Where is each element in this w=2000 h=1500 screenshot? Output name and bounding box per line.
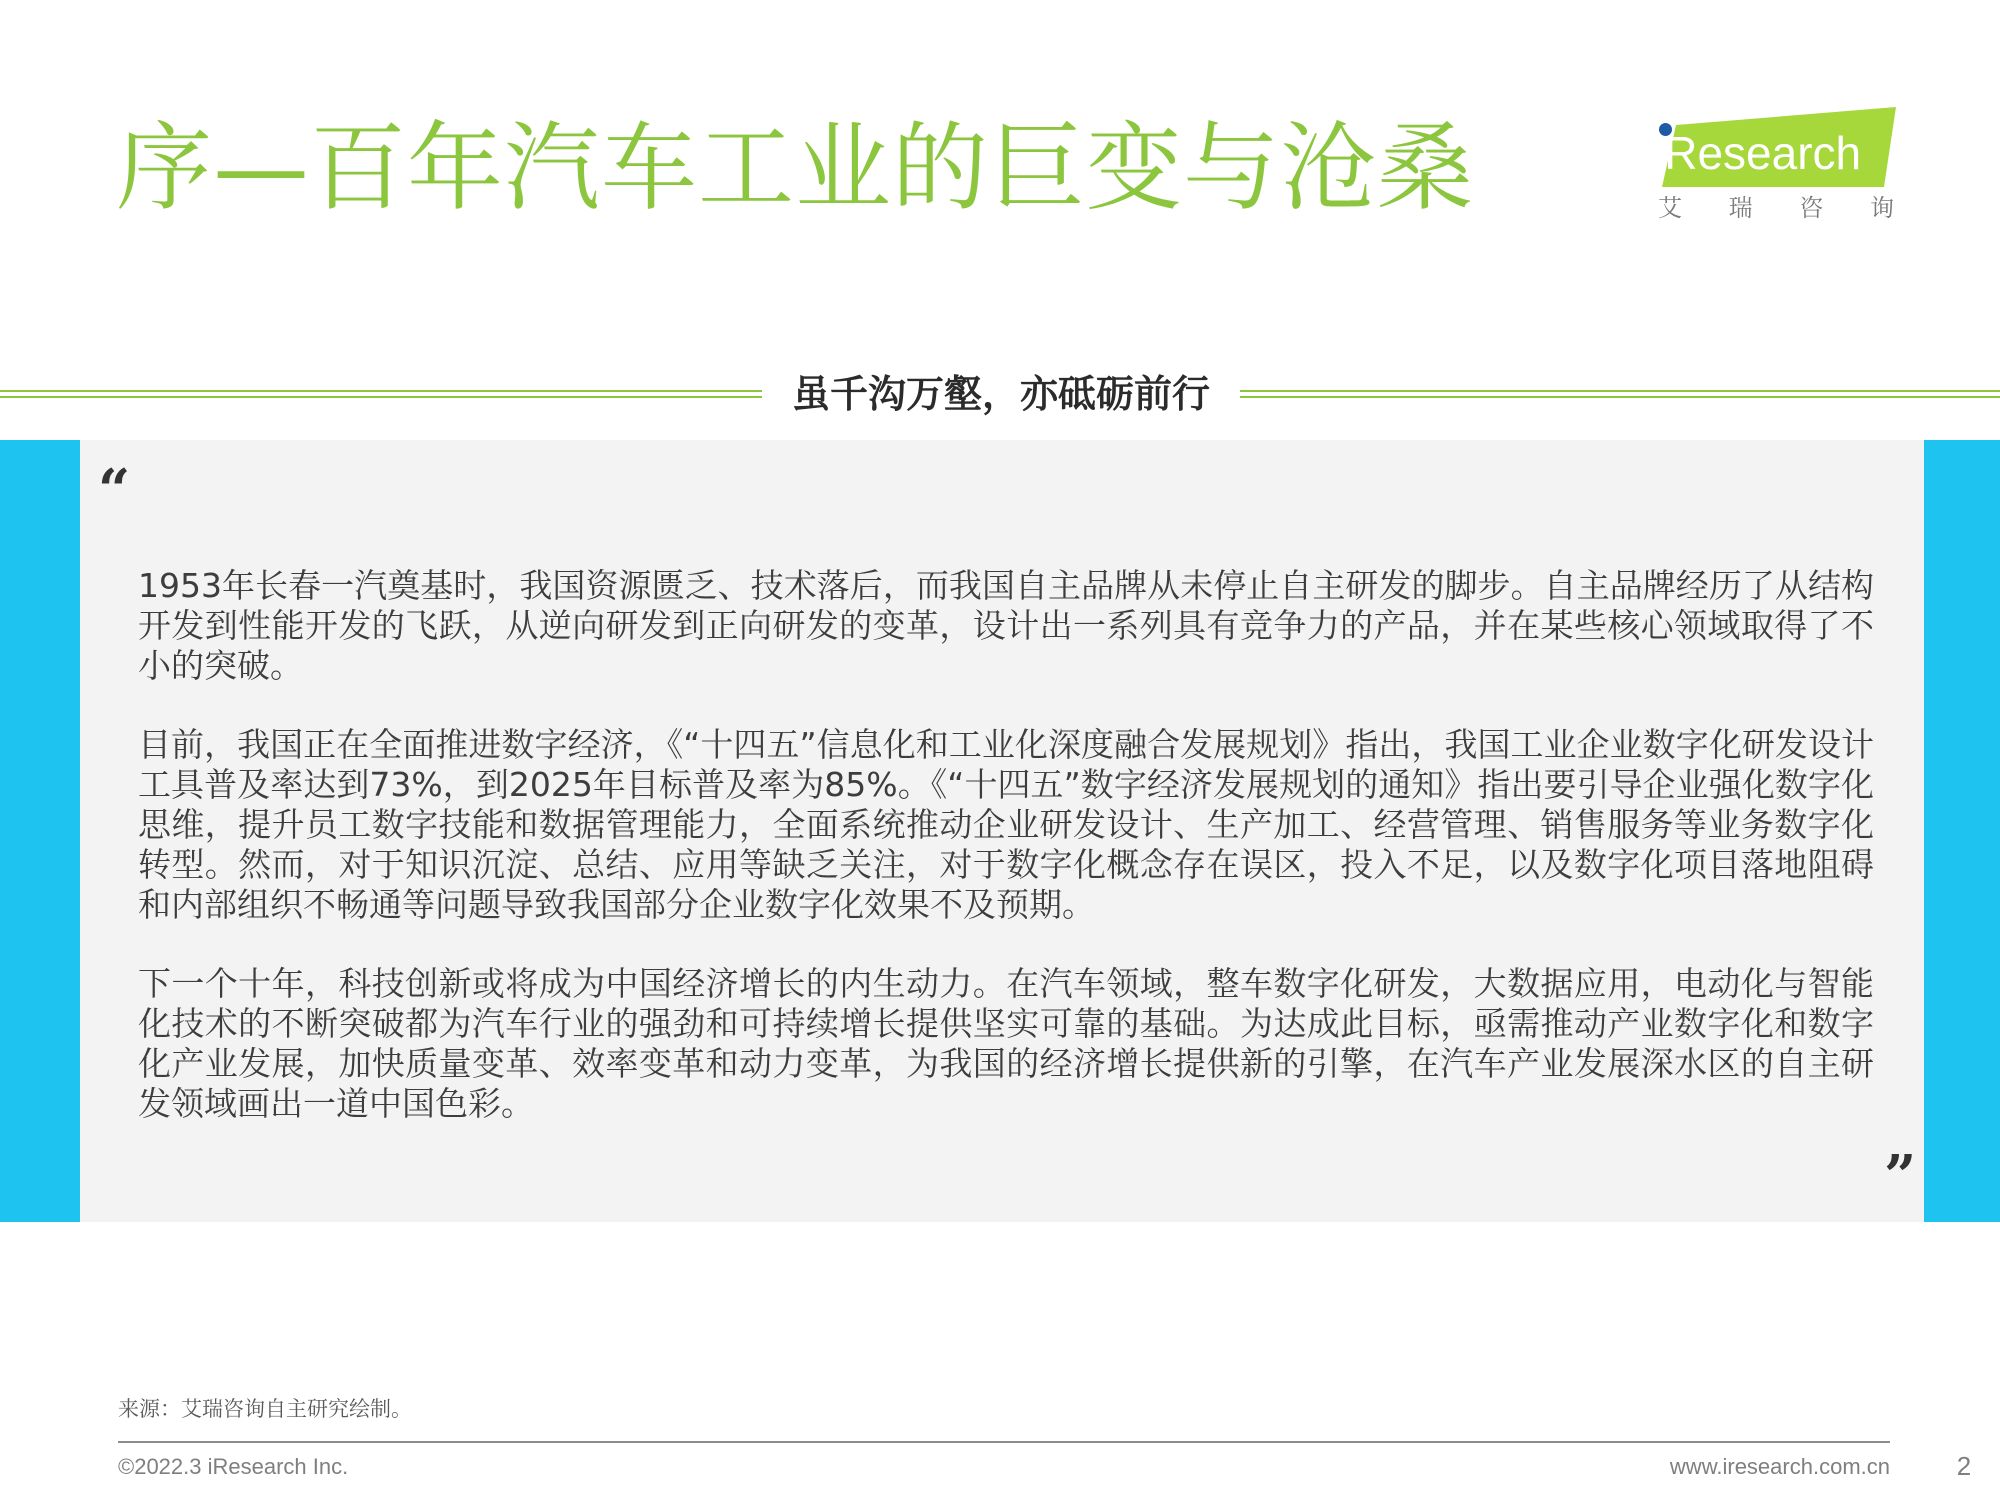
- page-number: 2: [1956, 1451, 1972, 1481]
- open-quote-icon: “: [98, 457, 131, 523]
- section-divider-left: [0, 390, 762, 398]
- website-url: www.iresearch.com.cn: [1669, 1454, 1890, 1479]
- accent-bar-left: [0, 440, 80, 1222]
- logo-cn-char: 艾: [1658, 194, 1682, 222]
- quote-paragraph: 目前，我国正在全面推进数字经济，《“十四五”信息化和工业化深度融合发展规划》指出，我国工业企业数字化研发设计工具普及率达到73%，到2025年目标普及率为85%。《“十四五”数字经济发展规划的通知》指出要引导企业强化数字化思维，提升员工数字技能和数据管理能力，全面系统推动企业研发设计、生产加工、经营管理、销售服务等业务数字化转型。然而，对于知识沉淀、总结、应用等缺乏关注，对于数字化概念存在误区，投入不足，以及数字化项目落地阻碍和内部组织不畅通等问题导致我国部分企业数字化效果不及预期。: [138, 725, 1874, 924]
- quote-paragraph: 1953年长春一汽奠基时，我国资源匮乏、技术落后，而我国自主品牌从未停止自主研发的脚步。自主品牌经历了从结构开发到性能开发的飞跃，从逆向研发到正向研发的变革，设计出一系列具有竞争力的产品，并在某些核心领域取得了不小的突破。: [138, 566, 1874, 685]
- quote-body: [138, 566, 1874, 1163]
- logo-cn-char: 咨: [1799, 194, 1824, 222]
- quote-panel: [0, 440, 2000, 1222]
- quote-paragraph: 下一个十年，科技创新或将成为中国经济增长的内生动力。在汽车领域，整车数字化研发，大数据应用，电动化与智能化技术的不断突破都为汽车行业的强劲和可持续增长提供坚实可靠的基础。为达成此目标，亟需推动产业数字化和数字化产业发展，加快质量变革、效率变革和动力变革，为我国的经济增长提供新的引擎，在汽车产业发展深水区的自主研发领域画出一道中国色彩。: [138, 964, 1874, 1123]
- copyright-text: ©2022.3 iResearch Inc.: [118, 1454, 349, 1479]
- footer-divider: [118, 1441, 1890, 1443]
- accent-bar-right: [1924, 440, 2000, 1222]
- logo-wordmark: iResearch: [1654, 127, 1862, 179]
- source-note: 来源：艾瑞咨询自主研究绘制。: [118, 1397, 412, 1421]
- logo-cn-char: 询: [1869, 194, 1894, 222]
- logo-chinese-name: [1658, 193, 1894, 223]
- section-divider-right: [1240, 390, 2000, 398]
- section-title: 虽千沟万壑，亦砥砺前行: [791, 372, 1210, 416]
- page-title: 序—百年汽车工业的巨变与沧桑: [116, 112, 1474, 224]
- iresearch-logo: [1650, 105, 1900, 235]
- logo-cn-char: 瑞: [1728, 194, 1753, 222]
- close-quote-icon: ”: [1884, 1143, 1917, 1209]
